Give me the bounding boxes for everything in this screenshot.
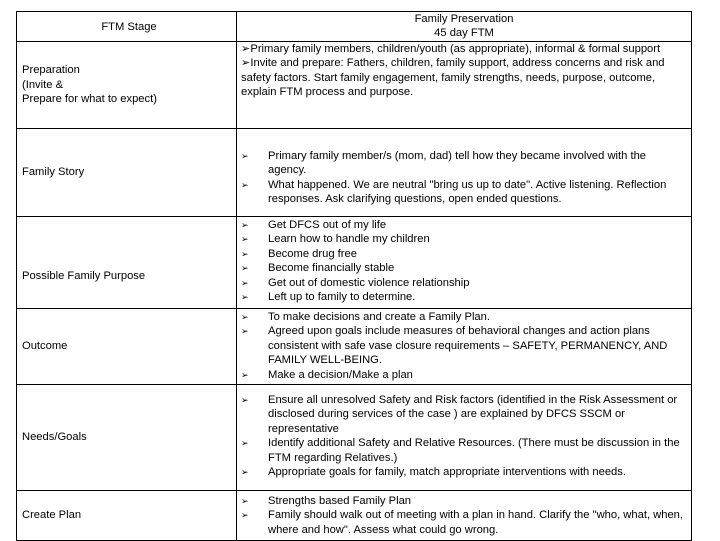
table-row-create-plan [17, 491, 692, 541]
arrow-bullet-icon: ➢ [241, 151, 249, 161]
list-item: ➢ Primary family member/s (mom, dad) tell how they became involved with the agency. [241, 150, 647, 177]
stage-label: Create Plan [22, 509, 82, 522]
stage-cell [17, 217, 237, 309]
page-margin [0, 0, 12, 540]
list-item: ➢ Get out of domestic violence relationship [241, 276, 470, 289]
item-list [237, 310, 691, 382]
list-item: ➢ Strengths based Family Plan [241, 495, 412, 507]
list-item: ➢ Ensure all unresolved Safety and Risk factors (identified in the Risk Assessment or disclosed during services of the case ) are explained by DFCS SSCM or representative [241, 394, 678, 435]
list-item: ➢ Family should walk out of meeting with a plan in hand. Clarify the "who, what, when, where and how". Assess what could go wrong. [241, 509, 684, 536]
table-row-preparation [17, 42, 692, 129]
table-row-outcome [17, 309, 692, 385]
list-item: ➢ What happened. We are neutral "bring us up to date". Active listening. Reflection responses. Ask clarifying questions, open ended questions. [241, 178, 667, 206]
stage-cell [17, 385, 237, 491]
list-item: ➢ Identify additional Safety and Relative Resources. (There must be discussion in the FTM regarding Relatives.) [241, 437, 680, 464]
arrow-bullet-icon: ➢ [241, 496, 249, 506]
list-item: ➢ Get DFCS out of my life [241, 219, 387, 231]
arrow-bullet-icon: ➢ [241, 467, 249, 478]
arrow-bullet-icon: ➢ [241, 179, 249, 190]
list-item: ➢ Make a decision/Make a plan [241, 368, 413, 381]
item-list [237, 149, 691, 207]
stage-cell [17, 491, 237, 541]
arrow-bullet-icon: ➢ [241, 263, 249, 274]
item-list [237, 218, 691, 304]
stage-label-line: Prepare for what to expect) [22, 93, 157, 106]
stage-cell [17, 129, 237, 217]
arrow-bullet-icon: ➢ [241, 510, 249, 521]
arrow-bullet-icon: ➢ [241, 292, 249, 303]
list-item: ➢ To make decisions and create a Family Plan. [241, 311, 490, 323]
stage-label: Possible Family Purpose [22, 269, 146, 282]
table-row-family-purpose [17, 217, 692, 309]
description-cell [237, 129, 692, 217]
header-title-line2: 45 day FTM [434, 27, 494, 40]
intro-line: ➢Primary family members, children/youth (as appropriate), informal & formal support [241, 43, 661, 55]
list-item: ➢ Learn how to handle my children [241, 233, 430, 246]
list-item: ➢ Left up to family to determine. [241, 291, 416, 304]
description-cell [237, 491, 692, 541]
description-cell [237, 309, 692, 385]
header-title-cell [237, 12, 692, 42]
header-stage-cell [17, 12, 237, 42]
item-list [237, 393, 691, 479]
table-row-family-story [17, 129, 692, 217]
stage-label-line: Preparation [22, 64, 80, 77]
description-cell [237, 217, 692, 309]
arrow-bullet-icon: ➢ [241, 234, 249, 245]
list-item: ➢ Appropriate goals for family, match appropriate interventions with needs. [241, 466, 626, 479]
arrow-bullet-icon: ➢ [241, 438, 249, 449]
header-stage-label: FTM Stage [101, 21, 157, 33]
list-item: ➢ Become drug free [241, 247, 357, 260]
list-item: ➢ Agreed upon goals include measures of behavioral changes and action plans consistent with safe vase closure requirements – SAFETY, PERMANENCY, AND FAMILY WELL-BEING. [241, 325, 668, 367]
table-row-needs-goals [17, 385, 692, 491]
stage-cell [17, 309, 237, 385]
stage-cell [17, 42, 237, 129]
header-title-line1: Family Preservation [414, 13, 514, 25]
description-cell [237, 42, 692, 129]
list-item: ➢ Become financially stable [241, 262, 395, 275]
arrow-bullet-icon: ➢ [241, 220, 249, 230]
item-list [237, 494, 691, 537]
stage-label-line: (Invite & [22, 78, 64, 91]
stage-label: Family Story [22, 166, 85, 179]
description-cell [237, 385, 692, 491]
arrow-bullet-icon: ➢ [241, 277, 249, 288]
arrow-bullet-icon: ➢ [241, 326, 249, 337]
arrow-bullet-icon: ➢ [241, 248, 249, 259]
stage-label: Needs/Goals [22, 431, 87, 444]
arrow-bullet-icon: ➢ [241, 312, 249, 322]
arrow-bullet-icon: ➢ [241, 369, 249, 380]
table-header-row [17, 12, 692, 42]
ftm-stage-table [16, 11, 692, 541]
intro-line: ➢Invite and prepare: Fathers, children, family support, address concerns and risk and safety factors. Start family engagement, family strengths, needs, purpose, outcome, explain FTM process and purpose. [241, 57, 665, 99]
arrow-bullet-icon: ➢ [241, 395, 249, 405]
stage-label: Outcome [22, 340, 68, 353]
